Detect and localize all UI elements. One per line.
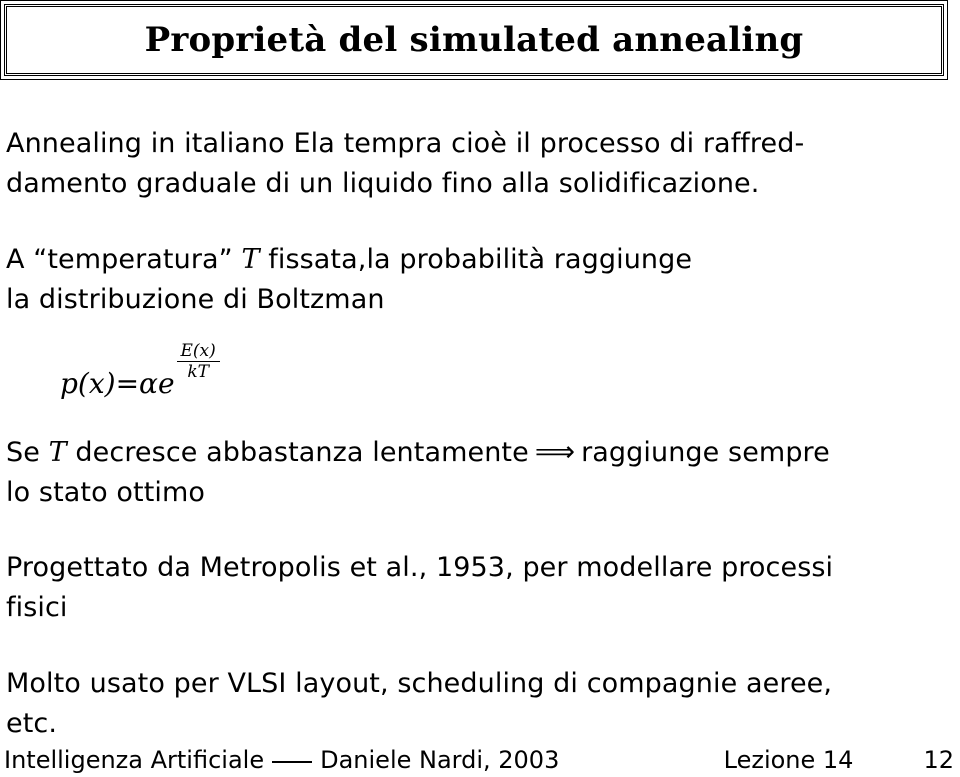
page-number: 12 — [923, 746, 954, 774]
variable-t: T — [241, 244, 260, 275]
exponent-denominator: kT — [187, 362, 209, 382]
paragraph-line: Progettato da Metropolis et al., 1953, per modellare processi — [6, 552, 834, 583]
footer-left — [4, 746, 559, 774]
footer-right — [724, 746, 954, 774]
paragraph-temperature — [6, 240, 951, 320]
footer-lecture: Lezione 14 — [723, 746, 854, 774]
formula-equals: = — [115, 367, 140, 400]
formula-exponent — [177, 341, 220, 382]
paragraph-line: Annealing in italiano Ela tempra cioè il processo di raffred- — [6, 128, 805, 159]
formula-lhs: p(x) — [60, 367, 116, 400]
implies-arrow-icon: ⟹ — [534, 435, 576, 468]
paragraph-decrease — [6, 432, 951, 513]
text-segment: raggiunge sempre — [581, 437, 830, 468]
text-segment: Se — [6, 437, 49, 468]
paragraph-line — [6, 432, 951, 473]
paragraph-line — [6, 240, 951, 280]
formula-rhs-base: αe — [139, 367, 175, 400]
footer-dash — [272, 761, 312, 763]
text-segment: decresce abbastanza lentamente — [66, 437, 529, 468]
paragraph-line: Molto usato per VLSI layout, scheduling di compagnie aeree, — [6, 668, 833, 699]
footer-course: Intelligenza Artificiale — [4, 746, 265, 774]
slide-footer — [4, 746, 954, 774]
paragraph-line: lo stato ottimo — [6, 477, 206, 508]
paragraph-line: fisici — [6, 592, 68, 623]
slide-title: Proprietà del simulated annealing — [144, 20, 804, 60]
exponent-numerator: E(x) — [177, 341, 220, 362]
text-segment: A “temperatura” — [6, 244, 242, 275]
paragraph-annealing — [6, 124, 951, 204]
boltzmann-formula — [60, 340, 220, 400]
variable-t: T — [48, 437, 67, 468]
paragraph-metropolis — [6, 548, 951, 628]
paragraph-line: damento graduale di un liquido fino alla solidificazione. — [6, 168, 760, 199]
paragraph-line: etc. — [6, 708, 58, 739]
text-segment: fissata,la probabilità raggiunge — [259, 244, 693, 275]
paragraph-line: la distribuzione di Boltzman — [6, 284, 385, 315]
paragraph-usage — [6, 664, 951, 744]
footer-author: Daniele Nardi, 2003 — [320, 746, 560, 774]
title-frame — [4, 4, 944, 76]
